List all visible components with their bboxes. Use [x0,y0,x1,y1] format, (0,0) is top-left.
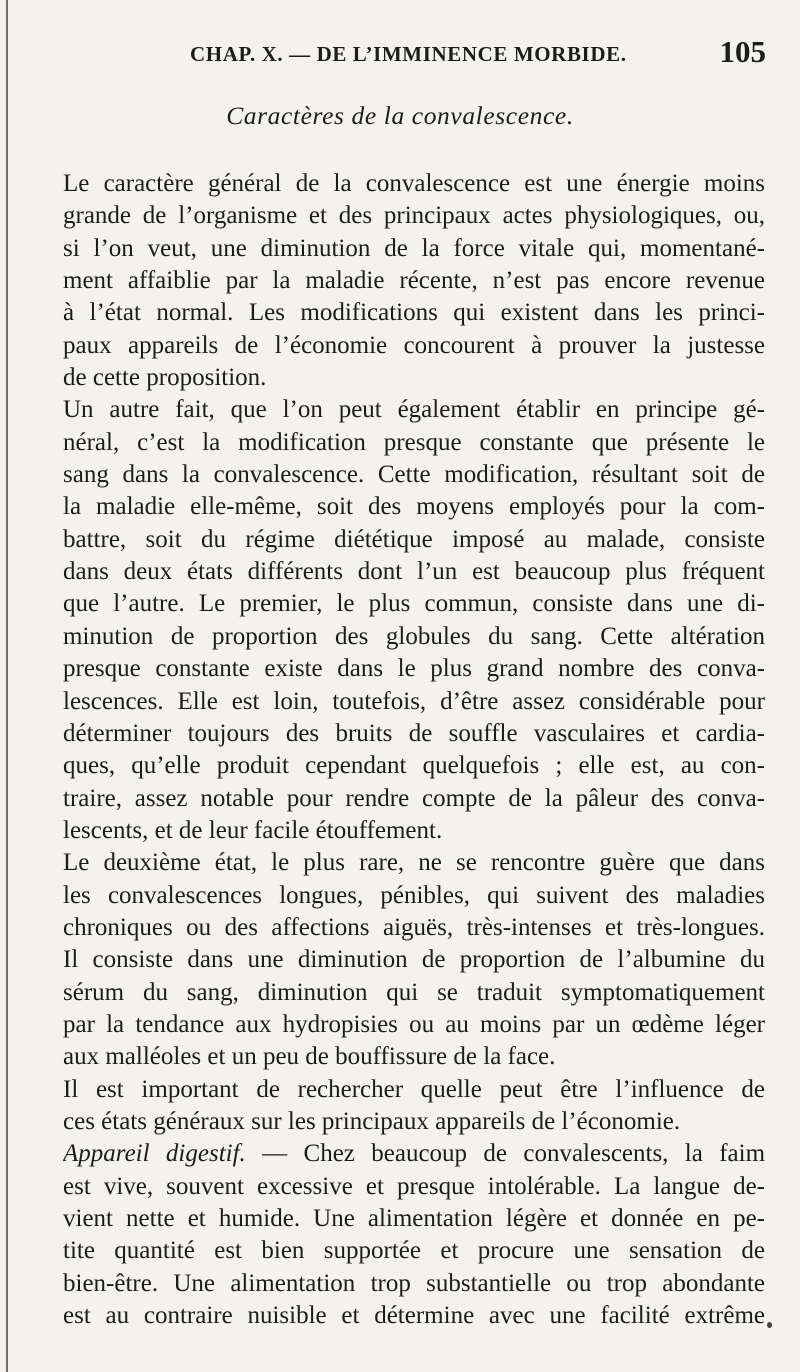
section-title: Caractères de la convalescence. [226,101,574,130]
text-line: aux malléoles et un peu de bouffissure de la face. [63,1043,556,1071]
text-line: Un autre fait, que l’on peut également établir en principe gé- [63,396,765,424]
text-line: grande de l’organisme et des principaux actes physiologiques, ou, [63,202,765,230]
text-line: si l’on veut, une diminution de la force vitale qui, momentané- [63,234,765,262]
text-line: dans deux états différents dont l’un est beaucoup plus fréquent [63,558,765,586]
text-line: la maladie elle-même, soit des moyens employés pour la com- [63,493,765,521]
page-edge-shadow [6,0,8,1372]
text-line: lescents, et de leur facile étouffement. [63,816,443,844]
text-line: à l’état normal. Les modifications qui existent dans les princi- [63,299,765,327]
text-line: néral, c’est la modification presque constante que présente le [63,428,765,456]
running-header [190,34,766,69]
text-line: Le caractère général de la convalescence est une énergie moins [63,170,765,197]
body-text [63,168,765,1332]
text-line: de cette proposition. [63,364,267,392]
text-line: paux appareils de l’économie concourent à prouver la justesse [63,331,765,359]
text-line: lescences. Elle est loin, toutefois, d’être assez considérable pour [63,687,765,715]
text-line: ques, qu’elle produit cependant quelquefois ; elle est, au con- [63,752,765,780]
text-line: chroniques ou des affections aiguës, très-intenses et très-longues. [63,913,765,941]
text-line: bien-être. Une alimentation trop substantielle ou trop abondante [63,1269,765,1297]
running-title: CHAP. X. — DE L’IMMINENCE MORBIDE. [190,42,627,66]
apparatus-label: Appareil digestif. [63,1140,246,1168]
text-line: Le deuxième état, le plus rare, ne se rencontre guère que dans [63,849,765,877]
text-line: minution de proportion des globules du sang. Cette altération [63,622,765,650]
text-line: Il est important de rechercher quelle peut être l’influence de [63,1075,765,1103]
text-line: que l’autre. Le premier, le plus commun, consiste dans une di- [63,590,765,618]
text-line: est vive, souvent excessive et presque intolérable. La langue de- [63,1172,765,1200]
text-line-apparatus [63,1138,765,1170]
ink-speck [767,1322,772,1328]
text-line: sang dans la convalescence. Cette modification, résultant soit de [63,461,765,489]
text-line: ces états généraux sur les principaux appareils de l’économie. [63,1107,681,1135]
text-line: vient nette et humide. Une alimentation légère et donnée en pe- [63,1205,765,1232]
text-line: Il consiste dans une diminution de proportion de l’albumine du [63,946,765,974]
apparatus-text: — Chez beaucoup de convalescents, la faim [262,1140,765,1168]
text-line: les convalescences longues, pénibles, qui suivent des maladies [63,881,765,909]
page-number: 105 [719,34,766,69]
text-line: déterminer toujours des bruits de souffle vasculaires et cardia- [63,719,765,747]
text-line: battre, soit du régime diététique imposé au malade, consiste [63,525,765,553]
text-line: sérum du sang, diminution qui se traduit symptomatiquement [63,978,765,1006]
text-line: traire, assez notable pour rendre compte de la pâleur des conva- [63,784,765,812]
text-line: par la tendance aux hydropisies ou au moins par un œdème léger [63,1010,765,1038]
text-line: presque constante existe dans le plus grand nombre des conva- [63,655,765,683]
text-line: est au contraire nuisible et détermine avec une facilité extrême [63,1302,765,1330]
text-line: ment affaiblie par la maladie récente, n’est pas encore revenue [63,267,765,295]
text-line: tite quantité est bien supportée et procure une sensation de [63,1237,765,1265]
